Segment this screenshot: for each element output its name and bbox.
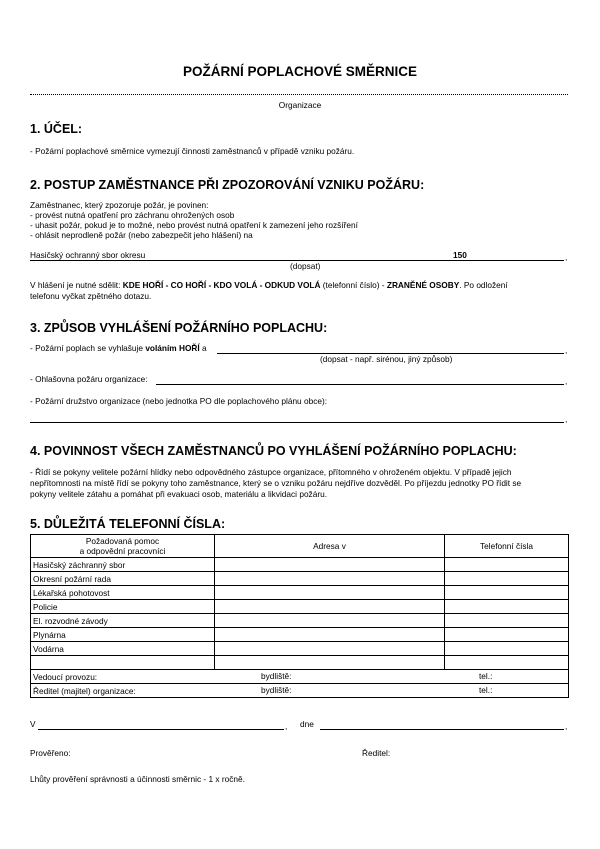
comma-mark: , — [285, 721, 288, 731]
manager-residence-label: bydliště: — [261, 671, 292, 681]
table-row-manager — [31, 670, 569, 684]
row-label: Policie — [31, 600, 215, 614]
phone-cell[interactable] — [445, 558, 569, 572]
section-2-line-2: - provést nutná opatření pro záchranu ohrožených osob — [30, 210, 235, 220]
manager-row[interactable] — [31, 670, 569, 684]
section-3-heading: 3. ZPŮSOB VYHLÁŠENÍ POŽÁRNÍHO POPLACHU: — [30, 321, 328, 335]
date-label: dne — [300, 719, 314, 729]
section-2-heading: 2. POSTUP ZAMĚSTNANCE PŘI ZPOZOROVÁNÍ VZNIKU POŽÁRU: — [30, 178, 425, 192]
director-signature-label: Ředitel: — [362, 748, 391, 758]
table-row — [31, 614, 569, 628]
organization-field-line[interactable] — [30, 94, 568, 95]
ohlasovna-label: - Ohlašovna požáru organizace: — [30, 374, 148, 384]
phone-cell[interactable] — [445, 614, 569, 628]
address-cell[interactable] — [215, 614, 445, 628]
verified-label: Prověřeno: — [30, 748, 71, 758]
table-row — [31, 572, 569, 586]
report-instructions: V hlášení je nutné sdělit: KDE HOŘÍ - CO HOŘÍ - KDO VOLÁ - ODKUD VOLÁ (telefonní číslo) - ZRANĚNÉ OSOBY. Po odložení — [30, 280, 508, 290]
comma-mark: , — [565, 345, 568, 355]
address-cell[interactable] — [215, 586, 445, 600]
table-row — [31, 558, 569, 572]
organization-label: Organizace — [278, 100, 322, 110]
address-cell[interactable] — [215, 558, 445, 572]
address-cell[interactable] — [215, 600, 445, 614]
section-2-line-4: - ohlásit neprodleně požár (nebo zabezpečit jeho hlášení) na — [30, 230, 253, 240]
phone-table — [30, 534, 569, 698]
row-label: Vodárna — [31, 642, 215, 656]
druzstvo-field[interactable] — [30, 422, 564, 423]
row-label: Hasičský záchranný sbor — [31, 558, 215, 572]
row-label: Okresní požární rada — [31, 572, 215, 586]
comma-mark: , — [565, 252, 568, 262]
place-label: V — [30, 719, 36, 729]
section-5-heading: 5. DŮLEŽITÁ TELEFONNÍ ČÍSLA: — [30, 517, 226, 531]
address-cell[interactable] — [215, 628, 445, 642]
place-field[interactable] — [38, 729, 284, 730]
alarm-method-text: - Požární poplach se vyhlašuje voláním HOŘÍ a — [30, 343, 207, 353]
comma-mark: , — [565, 721, 568, 731]
druzstvo-label: - Požární družstvo organizace (nebo jednotka PO dle poplachového plánu obce): — [30, 396, 328, 406]
ohlasovna-field[interactable] — [156, 384, 564, 385]
phone-cell[interactable] — [445, 572, 569, 586]
phone-table-header — [31, 535, 569, 558]
director-label: Ředitel (majitel) organizace: — [33, 685, 136, 696]
section-1-text: - Požární poplachové směrnice vymezují činnosti zaměstnanců v případě vzniku požáru. — [30, 146, 355, 156]
director-residence-label: bydliště: — [261, 685, 292, 695]
section-4-line-3: pokyny velitele zátahu a pomáhat při evakuaci osob, materiálu a likvidaci požáru. — [30, 489, 328, 499]
address-cell[interactable] — [215, 656, 445, 670]
table-row — [31, 642, 569, 656]
table-row — [31, 586, 569, 600]
section-4-line-1: - Řídí se pokyny velitele požární hlídky nebo odpovědného zástupce organizace, přítomného v ohroženém objektu. V případě jejich — [30, 467, 512, 477]
phone-cell[interactable] — [445, 628, 569, 642]
hzs-dopsat-hint: (dopsat) — [290, 261, 321, 271]
col-header-phone: Telefonní čísla — [445, 535, 569, 558]
address-cell[interactable] — [215, 572, 445, 586]
table-row — [31, 628, 569, 642]
col-header-address: Adresa v — [215, 535, 445, 558]
table-row — [31, 656, 569, 670]
phone-cell[interactable] — [445, 600, 569, 614]
row-label: Plynárna — [31, 628, 215, 642]
section-4-line-2: nepřítomnosti na místě řídí se pokyny toho zaměstnance, který se o vzniku požáru nejdříve dozvěděl. Po příjezdu jednotky PO řídit se — [30, 478, 522, 488]
row-label: El. rozvodné závody — [31, 614, 215, 628]
hzs-label: Hasičský ochranný sbor okresu — [30, 250, 146, 260]
section-2-line-1: Zaměstnanec, který zpozoruje požár, je povinen: — [30, 200, 209, 210]
date-field[interactable] — [320, 729, 564, 730]
section-4-heading: 4. POVINNOST VŠECH ZAMĚSTNANCŮ PO VYHLÁŠENÍ POŽÁRNÍHO POPLACHU: — [30, 444, 517, 458]
phone-cell[interactable] — [445, 586, 569, 600]
section-2-line-3: - uhasit požár, pokud je to možné, nebo provést nutná opatření k zamezení jeho rozšíření — [30, 220, 358, 230]
verification-interval-note: Lhůty prověření správnosti a účinnosti směrnic - 1 x ročně. — [30, 774, 245, 784]
manager-tel-label: tel.: — [479, 671, 493, 681]
col-header-help: Požadovaná pomoc a odpovědní pracovníci — [31, 535, 215, 558]
alarm-method-hint: (dopsat - např. sirénou, jiný způsob) — [320, 354, 453, 364]
table-row-director — [31, 684, 569, 698]
comma-mark: , — [565, 376, 568, 386]
report-instructions-line-2: telefonu vyčkat zpětného dotazu. — [30, 291, 152, 301]
director-tel-label: tel.: — [479, 685, 493, 695]
row-label — [31, 656, 215, 670]
director-row[interactable] — [31, 684, 569, 698]
phone-cell[interactable] — [445, 642, 569, 656]
phone-cell[interactable] — [445, 656, 569, 670]
manager-label: Vedoucí provozu: — [33, 671, 98, 682]
hzs-number: 150 — [453, 250, 467, 260]
table-row — [31, 600, 569, 614]
address-cell[interactable] — [215, 642, 445, 656]
section-1-heading: 1. ÚČEL: — [30, 122, 83, 136]
document-title: POŽÁRNÍ POPLACHOVÉ SMĚRNICE — [182, 64, 418, 79]
comma-mark: , — [565, 414, 568, 424]
row-label: Lékařská pohotovost — [31, 586, 215, 600]
